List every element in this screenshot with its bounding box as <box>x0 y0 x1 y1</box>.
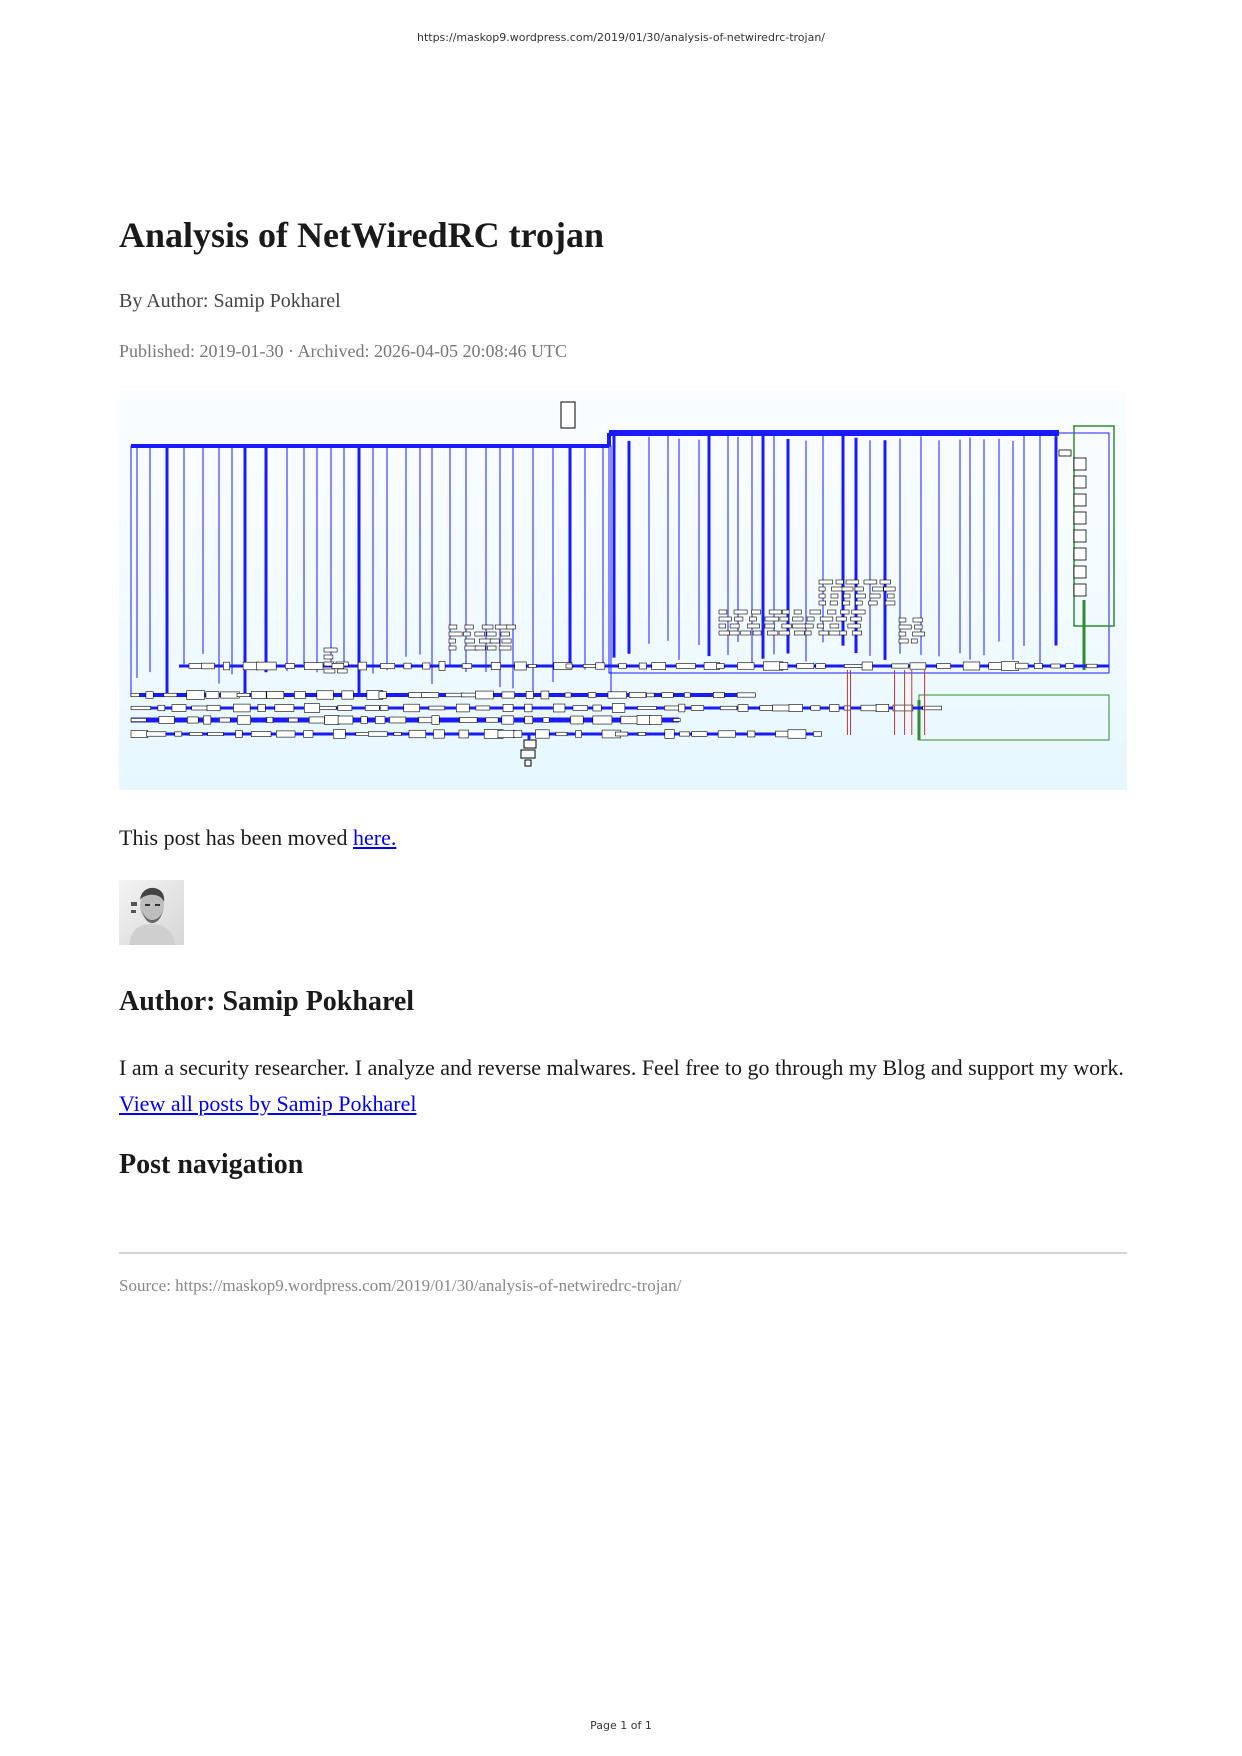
page-number: Page 1 of 1 <box>590 1719 652 1732</box>
moved-here-link[interactable]: here. <box>353 825 397 850</box>
author-bio <box>119 1050 1127 1122</box>
post-meta: Published: 2019-01-30 · Archived: 2026-04-05 20:08:46 UTC <box>119 341 567 361</box>
author-bio-text: I am a security researcher. I analyze and reverse malwares. Feel free to go through my Blog and support my work. <box>119 1055 1124 1080</box>
moved-notice <box>119 823 396 853</box>
post-navigation-heading: Post navigation <box>119 1149 304 1180</box>
view-all-posts-link[interactable]: View all posts by Samip Pokharel <box>119 1091 417 1116</box>
page-title: Analysis of NetWiredRC trojan <box>119 215 604 255</box>
divider <box>119 1252 1127 1254</box>
moved-text: This post has been moved <box>119 825 354 850</box>
control-flow-graph-image <box>119 390 1127 790</box>
author-avatar-icon <box>119 880 184 945</box>
post-byline: By Author: Samip Pokharel <box>119 290 341 312</box>
source-url: Source: https://maskop9.wordpress.com/2019/01/30/analysis-of-netwiredrc-trojan/ <box>119 1276 682 1295</box>
control-flow-graph-icon <box>119 390 1127 790</box>
author-avatar <box>119 880 184 945</box>
author-heading: Author: Samip Pokharel <box>119 986 415 1017</box>
print-header-url: https://maskop9.wordpress.com/2019/01/30/analysis-of-netwiredrc-trojan/ <box>416 31 826 44</box>
